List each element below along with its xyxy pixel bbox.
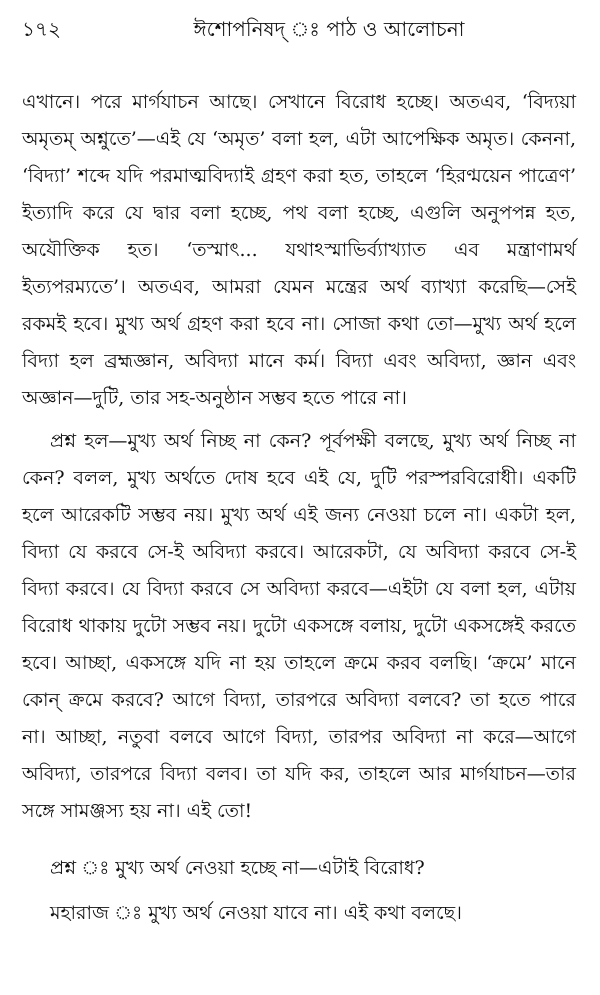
running-title: ঈশোপনিষদ্ ঃ পাঠ ও আলোচনা bbox=[193, 17, 465, 41]
dialogue-line-maharaj: মহারাজ ঃ মুখ্য অর্থ নেওয়া যাবে না। এই কথা বলছে। bbox=[50, 902, 462, 924]
paragraph-question: প্রশ্ন হল—মুখ্য অর্থ নিচ্ছ না কেন? পূর্বপক্ষী বলছে, মুখ্য অর্থ নিচ্ছ না কেন? বলল, মুখ্য অর্থতে দোষ হবে এই যে, দুটি পরস্পরবিরোধী। একটি হলে আরেকটি সম্ভব নয়। মুখ্য অর্থ এই জন্য নেওয়া চলে না। একটা হল, বিদ্যা যে করবে সে-ই অবিদ্যা করবে। আরেকটা, যে অবিদ্যা করবে সে-ই বিদ্যা করবে। যে বিদ্যা করবে সে অবিদ্যা করবে—এইটা যে বলা হল, এটায় বিরোধ থাকায় দুটো সম্ভব নয়। দুটো একসঙ্গে বলায়, দুটো একসঙ্গেই করতে হবে। আচ্ছা, একসঙ্গে যদি না হয় তাহলে ক্রমে করব বলছি। ‘ক্রমে’ মানে কোন্ ক্রমে করবে? আগে বিদ্যা, তারপরে অবিদ্যা বলবে? তা হতে পারে না। আচ্ছা, নতুবা বলবে আগে বিদ্যা, তারপর অবিদ্যা না করে—আগে অবিদ্যা, তারপরে বিদ্যা বলব। তা যদি কর, তাহলে আর মার্গযাচন—তার সঙ্গে সামঞ্জস্য হয় না। এই তো! bbox=[22, 430, 576, 822]
body-text bbox=[22, 84, 576, 830]
dialogue-line-question: প্রশ্ন ঃ মুখ্য অর্থ নেওয়া হচ্ছে না—এটাই বিরোধ? bbox=[50, 857, 425, 879]
paragraph-continued: এখানে। পরে মার্গযাচন আছে। সেখানে বিরোধ হচ্ছে। অতএব, ‘বিদ্যয়া অমৃতম্ অশ্নুতে’—এই যে ‘অমৃত’ বলা হল, এটা আপেক্ষিক অমৃত। কেননা, ‘বিদ্যা’ শব্দে যদি পরমাত্মবিদ্যাই গ্রহণ করা হত, তাহলে ‘হিরণ্ময়েন পাত্রেণ’ ইত্যাদি করে যে দ্বার বলা হচ্ছে, পথ বলা হচ্ছে, এগুলি অনুপপন্ন হত, অযৌক্তিক হত। ‘তস্মাৎ... যথাঽস্মাভির্ব্যাখ্যাত এব মন্ত্রাণামর্থ ইত্যপরম্যতে’। অতএব, আমরা যেমন মন্ত্রের অর্থ ব্যাখ্যা করেছি—সেই রকমই হবে। মুখ্য অর্থ গ্রহণ করা হবে না। সোজা কথা তো—মুখ্য অর্থ হলে বিদ্যা হল ব্রহ্মজ্ঞান, অবিদ্যা মানে কর্ম। বিদ্যা এবং অবিদ্যা, জ্ঞান এবং অজ্ঞান—দুটি, তার সহ-অনুষ্ঠান সম্ভব হতে পারে না। bbox=[22, 91, 576, 409]
page-number: ১৭২ bbox=[22, 17, 61, 41]
dialogue-block bbox=[22, 850, 576, 932]
page-header bbox=[22, 14, 576, 48]
